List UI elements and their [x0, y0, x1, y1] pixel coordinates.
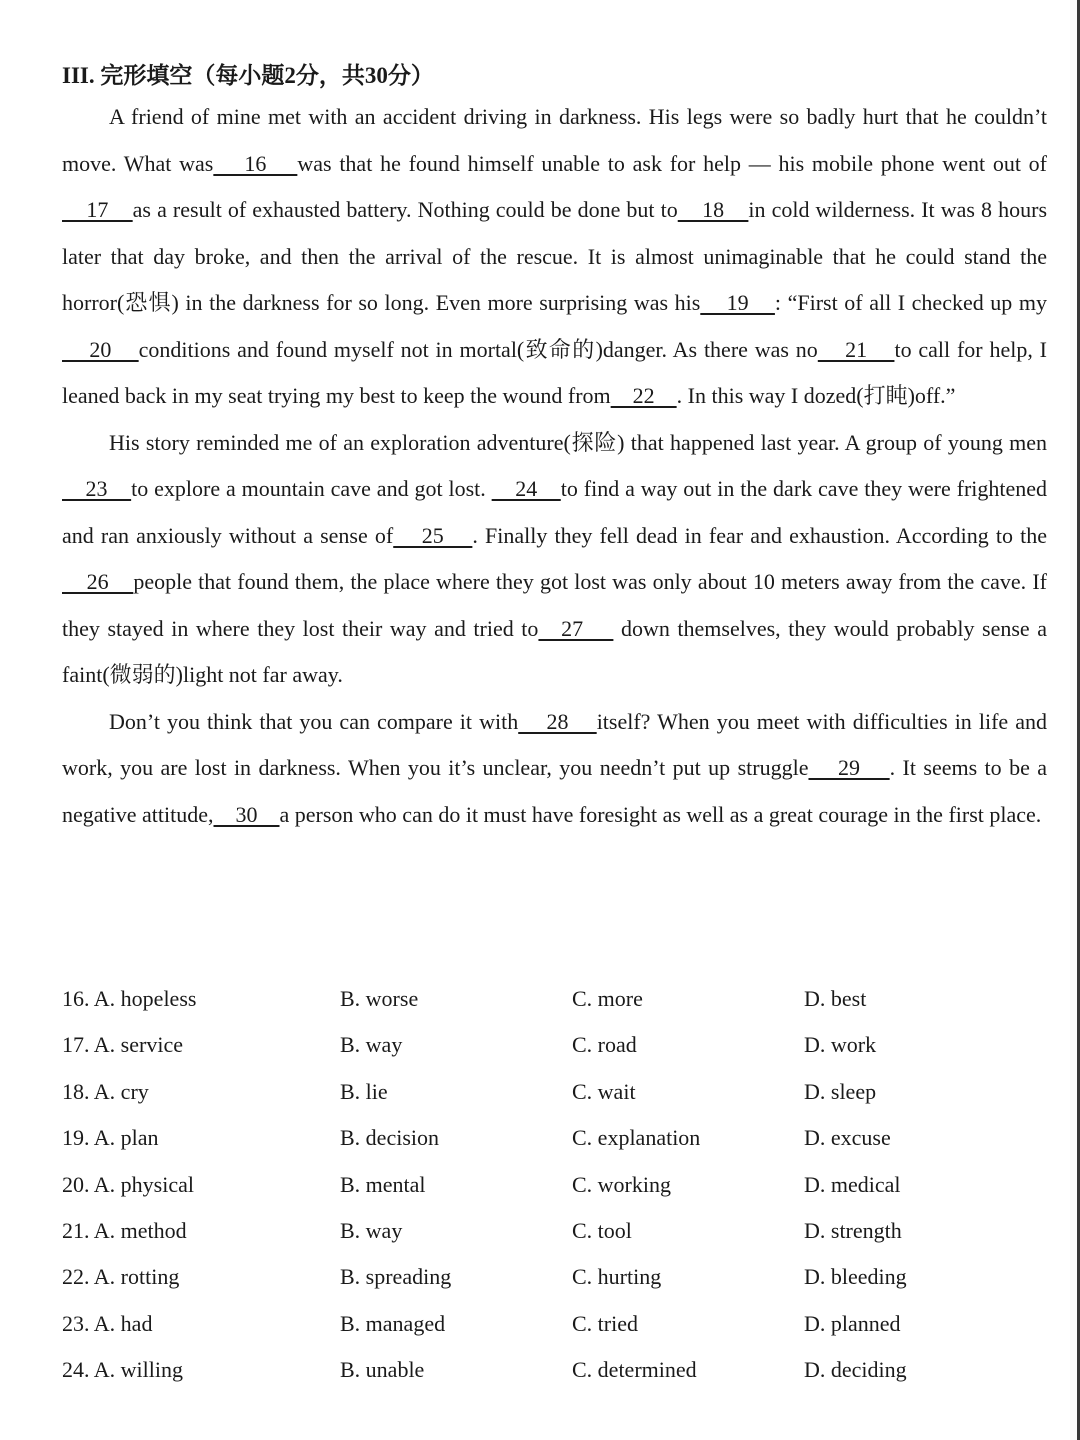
option-a[interactable]: 17. A. service — [62, 1032, 183, 1058]
answer-blank[interactable]: 20 — [62, 336, 139, 362]
passage-paragraph — [62, 94, 1047, 420]
passage-text: Don’t you think that you can compare it with — [109, 708, 519, 734]
option-b[interactable]: B. way — [340, 1032, 403, 1058]
option-b[interactable]: B. spreading — [340, 1264, 452, 1290]
option-a[interactable]: 23. A. had — [62, 1310, 153, 1336]
passage-text: . Finally they fell dead in fear and exhaustion. According to the — [472, 522, 1047, 548]
option-b[interactable]: B. unable — [340, 1357, 425, 1383]
option-c[interactable]: C. tool — [572, 1217, 632, 1243]
option-b[interactable]: B. decision — [340, 1125, 439, 1151]
option-d[interactable]: D. best — [804, 986, 867, 1011]
question-row — [62, 1069, 1047, 1115]
option-b[interactable]: B. lie — [340, 1078, 388, 1104]
question-row — [62, 976, 1047, 1022]
option-d[interactable]: D. deciding — [804, 1357, 907, 1383]
question-row — [62, 1208, 1047, 1254]
answer-blank[interactable]: 17 — [62, 197, 133, 222]
option-b[interactable]: B. mental — [340, 1171, 426, 1197]
answer-blank[interactable]: 21 — [817, 336, 895, 362]
option-d[interactable]: D. sleep — [804, 1078, 877, 1104]
passage-text: conditions and found myself not in mortal(致命的)danger. As there was no — [138, 336, 818, 362]
passage-text: His story reminded me of an exploration adventure(探险) that happened last year. A group of young men — [109, 429, 1047, 455]
cloze-passage — [62, 94, 1047, 838]
passage-text: a person who can do it must have foresight as well as a great courage in the first place. — [279, 801, 1042, 827]
option-d[interactable]: D. excuse — [804, 1125, 891, 1151]
passage-paragraph — [62, 699, 1047, 839]
passage-text: down themselves, they would probably sense a faint(微弱的)light not far away. — [62, 615, 1048, 687]
passage-text: people that found them, the place where they got lost was only about 10 meters away from the cave. If they stayed in where they lost their way and tried to — [62, 569, 1047, 641]
question-row — [62, 1301, 1047, 1347]
answer-options — [62, 976, 1047, 1394]
option-c[interactable]: C. hurting — [572, 1264, 662, 1290]
option-a[interactable]: 22. A. rotting — [62, 1264, 180, 1290]
answer-blank[interactable]: 27 — [538, 615, 614, 641]
option-a[interactable]: 20. A. physical — [62, 1171, 194, 1197]
option-d[interactable]: D. bleeding — [804, 1264, 907, 1290]
option-d[interactable]: D. strength — [804, 1217, 902, 1243]
passage-text: to call for help, I leaned back in my seat trying my best to keep the wound from — [62, 336, 1048, 408]
passage-text: . It seems to be a negative attitude, — [62, 755, 1047, 827]
question-row — [62, 1254, 1047, 1300]
question-row — [62, 1347, 1047, 1393]
option-a[interactable]: 16. A. hopeless — [62, 986, 197, 1011]
option-c[interactable]: C. tried — [572, 1310, 638, 1336]
option-a[interactable]: 21. A. method — [62, 1217, 187, 1243]
option-d[interactable]: D. planned — [804, 1310, 901, 1336]
answer-blank[interactable]: 16 — [213, 150, 298, 176]
option-c[interactable]: C. wait — [572, 1078, 636, 1104]
option-c[interactable]: C. working — [572, 1171, 671, 1197]
option-a[interactable]: 24. A. willing — [62, 1357, 184, 1383]
answer-blank[interactable]: 18 — [677, 197, 749, 222]
answer-blank[interactable]: 22 — [610, 383, 677, 408]
section-title: III. 完形填空（每小题2分，共30分） — [62, 63, 434, 88]
document-page — [62, 58, 1047, 838]
answer-blank[interactable]: 19 — [700, 290, 775, 315]
option-c[interactable]: C. road — [572, 1032, 637, 1058]
answer-blank[interactable]: 25 — [393, 522, 473, 548]
question-row — [62, 1022, 1047, 1068]
passage-text: A friend of mine met with an accident driving in darkness. His legs were so badly hurt that he couldn’t move. What was — [62, 104, 1047, 176]
question-row — [62, 1162, 1047, 1208]
option-d[interactable]: D. work — [804, 1032, 877, 1058]
option-c[interactable]: C. more — [572, 986, 643, 1011]
option-a[interactable]: 18. A. cry — [62, 1078, 149, 1104]
passage-text: as a result of exhausted battery. Nothing could be done but to — [132, 197, 678, 222]
passage-text: in cold wilderness. It was 8 hours later that day broke, and then the arrival of the rescue. It is almost unimaginable that he could stand the horror(恐惧) in the darkness for so long. Even more surprising was his — [62, 197, 1048, 315]
answer-blank[interactable]: 30 — [213, 801, 280, 827]
passage-text: was that he found himself unable to ask for help — his mobile phone went out of — [297, 150, 1048, 176]
passage-text: to explore a mountain cave and got lost. — [131, 476, 492, 501]
question-row — [62, 1115, 1047, 1161]
answer-blank[interactable]: 24 — [491, 476, 561, 501]
passage-paragraph — [62, 420, 1047, 699]
option-b[interactable]: B. managed — [340, 1310, 446, 1336]
option-c[interactable]: C. determined — [572, 1357, 697, 1383]
answer-blank[interactable]: 28 — [518, 708, 597, 734]
option-b[interactable]: B. way — [340, 1217, 403, 1243]
answer-blank[interactable]: 23 — [62, 476, 132, 501]
passage-text: . In this way I dozed(打盹)off.” — [676, 383, 956, 408]
passage-text: : “First of all I checked up my — [774, 290, 1047, 315]
passage-text: itself? When you meet with difficulties in life and work, you are lost in darkness. When you it’s unclear, you needn’t put up struggle — [62, 708, 1048, 780]
answer-blank[interactable]: 29 — [808, 755, 890, 780]
answer-blank[interactable]: 26 — [62, 569, 134, 594]
option-d[interactable]: D. medical — [804, 1171, 901, 1197]
passage-text: to find a way out in the dark cave they were frightened and ran anxiously without a sense of — [62, 476, 1048, 548]
option-c[interactable]: C. explanation — [572, 1125, 701, 1151]
option-b[interactable]: B. worse — [340, 986, 419, 1011]
option-a[interactable]: 19. A. plan — [62, 1125, 159, 1151]
